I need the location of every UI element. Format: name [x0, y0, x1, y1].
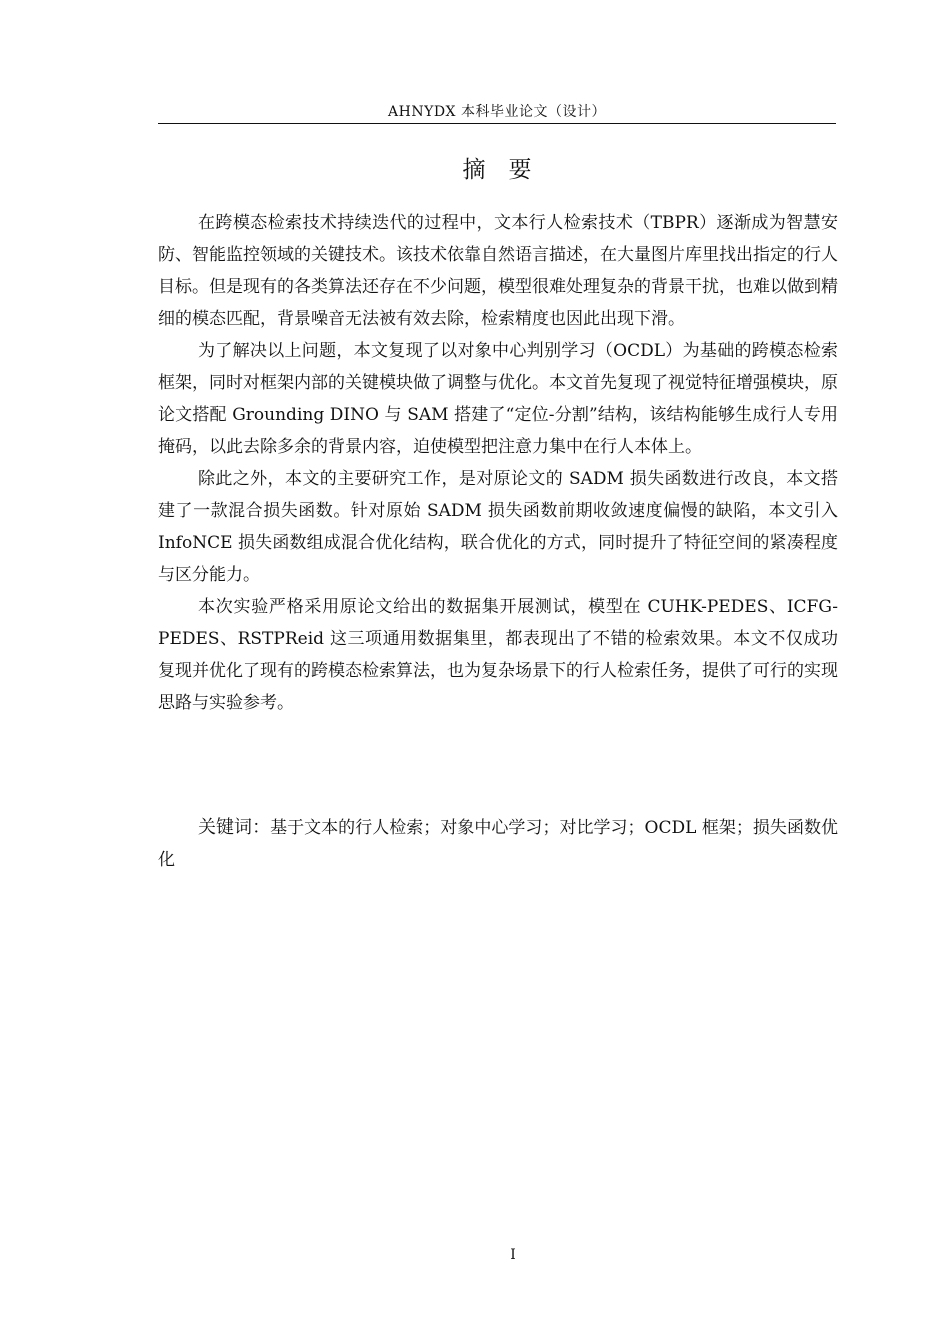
abstract-paragraph-4: 本次实验严格采用原论文给出的数据集开展测试，模型在 CUHK-PEDES、ICFG-PEDES、RSTPReid 这三项通用数据集里，都表现出了不错的检索效果。本文不仅成功复现并优化了现有的跨模态检索算法，也为复杂场景下的行人检索任务，提供了可行的实现思路与实验参考。: [158, 597, 838, 713]
keywords-text: 基于文本的行人检索；对象中心学习；对比学习；OCDL 框架；损失函数优化: [158, 818, 838, 870]
page-number: I: [510, 1247, 516, 1263]
page-header: AHNYDX 本科毕业论文（设计）: [388, 104, 606, 120]
abstract-paragraph-1: 在跨模态检索技术持续迭代的过程中，文本行人检索技术（TBPR）逐渐成为智慧安防、智能监控领域的关键技术。该技术依靠自然语言描述，在大量图片库里找出指定的行人目标。但是现有的各类算法还存在不少问题，模型很难处理复杂的背景干扰，也难以做到精细的模态匹配，背景噪音无法被有效去除，检索精度也因此出现下滑。: [158, 213, 838, 329]
header-divider: [158, 123, 836, 124]
abstract-paragraph-2: 为了解决以上问题，本文复现了以对象中心判别学习（OCDL）为基础的跨模态检索框架，同时对框架内部的关键模块做了调整与优化。本文首先复现了视觉特征增强模块，原论文搭配 Grounding DINO 与 SAM 搭建了“定位-分割”结构，该结构能够生成行人专用掩码，以此去除多余的背景内容，迫使模型把注意力集中在行人本体上。: [158, 341, 838, 457]
keywords: [158, 812, 838, 876]
abstract-title: 摘 要: [462, 157, 532, 183]
keywords-label: 关键词：: [198, 817, 271, 838]
abstract-paragraph-3: 除此之外，本文的主要研究工作，是对原论文的 SADM 损失函数进行改良，本文搭建了一款混合损失函数。针对原始 SADM 损失函数前期收敛速度偏慢的缺陷，本文引入 InfoNCE 损失函数组成混合优化结构，联合优化的方式，同时提升了特征空间的紧凑程度与区分能力。: [158, 469, 838, 585]
abstract-body: [158, 207, 838, 719]
